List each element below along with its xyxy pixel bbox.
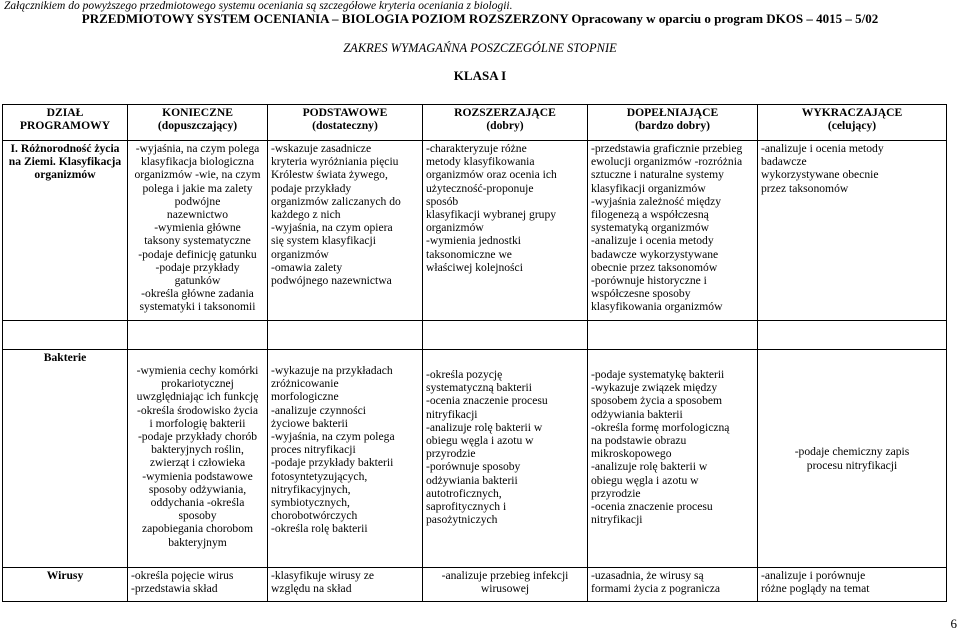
divider-cell: [128, 321, 268, 350]
table-cell: [588, 141, 758, 321]
cell-text: -podaje chemiczny zapis procesu nitryfikacji: [794, 445, 910, 472]
level-desc: (dopuszczający): [157, 119, 238, 133]
cell-text: -określa pozycję systematyczną bakterii -ocenia znaczenie procesu nitryfikacji -analizuje rolę bakterii w obiegu węgla i azotu w przyrodzie -porównuje sposoby odżywiania bakterii autotroficznych, saprofitycznych i pasożytniczych: [426, 368, 548, 527]
header-dopelniajace: [588, 105, 758, 141]
section-name-cell: [3, 141, 128, 321]
header-dzial: [3, 105, 128, 141]
header-podstawowe: [268, 105, 423, 141]
cell-text: -analizuje i porównuje różne poglądy na temat: [761, 569, 870, 596]
table-cell: [268, 141, 423, 321]
level-desc: (celujący): [827, 119, 877, 133]
document-title: PRZEDMIOTOWY SYSTEM OCENIANIA – BIOLOGIA POZIOM ROZSZERZONY Opracowany w oparciu o program DKOS – 4015 – 5/02: [81, 11, 879, 26]
header-konieczne: [128, 105, 268, 141]
table-cell: [268, 350, 423, 568]
cell-text: -klasyfikuje wirusy ze względu na skład: [271, 569, 375, 596]
table-header-row: [3, 105, 947, 141]
table-row: [3, 141, 947, 321]
table-cell: [423, 141, 588, 321]
table-cell: [128, 350, 268, 568]
cell-text: -określa pojęcie wirus -przedstawia skład: [131, 569, 234, 596]
table-cell: [268, 568, 423, 602]
header-rozszerzajace: [423, 105, 588, 141]
divider-cell: [423, 321, 588, 350]
table-cell: [128, 141, 268, 321]
row-label-cell: [3, 350, 128, 568]
row-label-cell: [3, 568, 128, 602]
table-cell: [128, 568, 268, 602]
table-cell: [758, 568, 947, 602]
divider-row: [3, 321, 947, 350]
level-name: WYKRACZAJĄCE: [801, 106, 903, 119]
cell-text: -wskazuje zasadnicze kryteria wyróżniania pięciu Królestw świata żywego, podaje przykłady organizmów zaliczanych do każdego z nich -wyjaśnia, na czym opiera się system klasyfikacji organizmów -omawia zalety podwójnego nazewnictwa: [271, 142, 401, 288]
header-note: Załącznikiem do powyższego przedmiotowego systemu oceniania są szczegółowe kryteria oceniania z biologii.: [4, 0, 513, 12]
cell-text: -uzasadnia, że wirusy są formami życia z pogranicza: [591, 569, 721, 596]
table-cell: [588, 568, 758, 602]
divider-cell: [268, 321, 423, 350]
divider-cell: [3, 321, 128, 350]
cell-text: -wymienia cechy komórki prokariotycznej uwzględniając ich funkcję -określa środowisko życia i morfologię bakterii -podaje przykłady chorób bakteryjnych roślin, zwierząt i człowieka -wymienia podstawowe sposoby odżywiania, oddychania -określa sposoby zapobiegania chorobom bakteryjnym: [136, 364, 259, 549]
cell-text: -wyjaśnia, na czym polega klasyfikacja biologiczna organizmów -wie, na czym polega i jakie ma zalety podwójne nazewnictwo -wymienia główne taksony systematyczne -podaje definicję gatunku -podaje przykłady gatunków -określa główne zadania systematyki i taksonomii: [134, 142, 261, 314]
table-cell: [423, 350, 588, 568]
level-name: PODSTAWOWE: [302, 106, 388, 119]
cell-text: -przedstawia graficznie przebieg ewolucji organizmów -rozróżnia sztuczne i naturalne systemy klasyfikacji organizmów -wyjaśnia zależność między filogenezą a współczesną systematyką organizmów -analizuje i ocenia metody badawcze wykorzystywane obecnie przez taksonomów -porównuje historyczne i współczesne sposoby klasyfikowania organizmów: [591, 142, 743, 314]
row-label: Wirusy: [46, 569, 84, 582]
requirements-table: [2, 104, 947, 602]
cell-text: -wykazuje na przykładach zróżnicowanie morfologiczne -analizuje czynności życiowe bakterii -wyjaśnia, na czym polega proces nitryfikacji -podaje przykłady bakterii fotosyntetyzujących, nitryfikacyjnych, symbiotycznych, chorobotwórczych -określa rolę bakterii: [271, 364, 395, 536]
level-desc: (dobry): [486, 119, 524, 133]
cell-text: -podaje systematykę bakterii -wykazuje związek między sposobem życia a sposobem odżywiania bakterii -określa formę morfologiczną na podstawie obrazu mikroskopowego -analizuje rolę bakterii w obiegu węgla i azotu w przyrodzie -ocenia znaczenie procesu nitryfikacji: [591, 368, 730, 527]
section-name: I. Różnorodność życia na Ziemi. Klasyfikacja organizmów: [8, 142, 122, 182]
class-label: KLASA I: [453, 68, 507, 83]
divider-cell: [758, 321, 947, 350]
divider-cell: [588, 321, 758, 350]
table-row: [3, 350, 947, 568]
table-row: [3, 568, 947, 602]
level-name: ROZSZERZAJĄCE: [454, 106, 556, 119]
header-dzial-label: DZIAŁ PROGRAMOWY: [19, 106, 111, 133]
level-desc: (bardzo dobry): [634, 119, 711, 133]
page-number: 6: [950, 616, 957, 631]
row-label: Bakterie: [43, 351, 87, 364]
table-cell: [758, 350, 947, 568]
level-name: DOPEŁNIAJĄCE: [626, 106, 719, 119]
cell-text: -analizuje przebieg infekcji wirusowej: [441, 569, 569, 596]
cell-text: -charakteryzuje różne metody klasyfikowania organizmów oraz ocenia ich użyteczność-proponuje sposób klasyfikacji wybranej grupy organizmów -wymienia jednostki taksonomiczne we właściwej kolejności: [426, 142, 557, 274]
cell-text: -analizuje i ocenia metody badawcze wykorzystywane obecnie przez taksonomów: [761, 142, 884, 195]
level-name: KONIECZNE: [162, 106, 233, 119]
table-cell: [423, 568, 588, 602]
header-wykraczajace: [758, 105, 947, 141]
table-cell: [588, 350, 758, 568]
table-cell: [758, 141, 947, 321]
level-desc: (dostateczny): [312, 119, 378, 133]
document-subtitle: ZAKRES WYMAGAŃNA POSZCZEGÓLNE STOPNIE: [343, 41, 617, 55]
